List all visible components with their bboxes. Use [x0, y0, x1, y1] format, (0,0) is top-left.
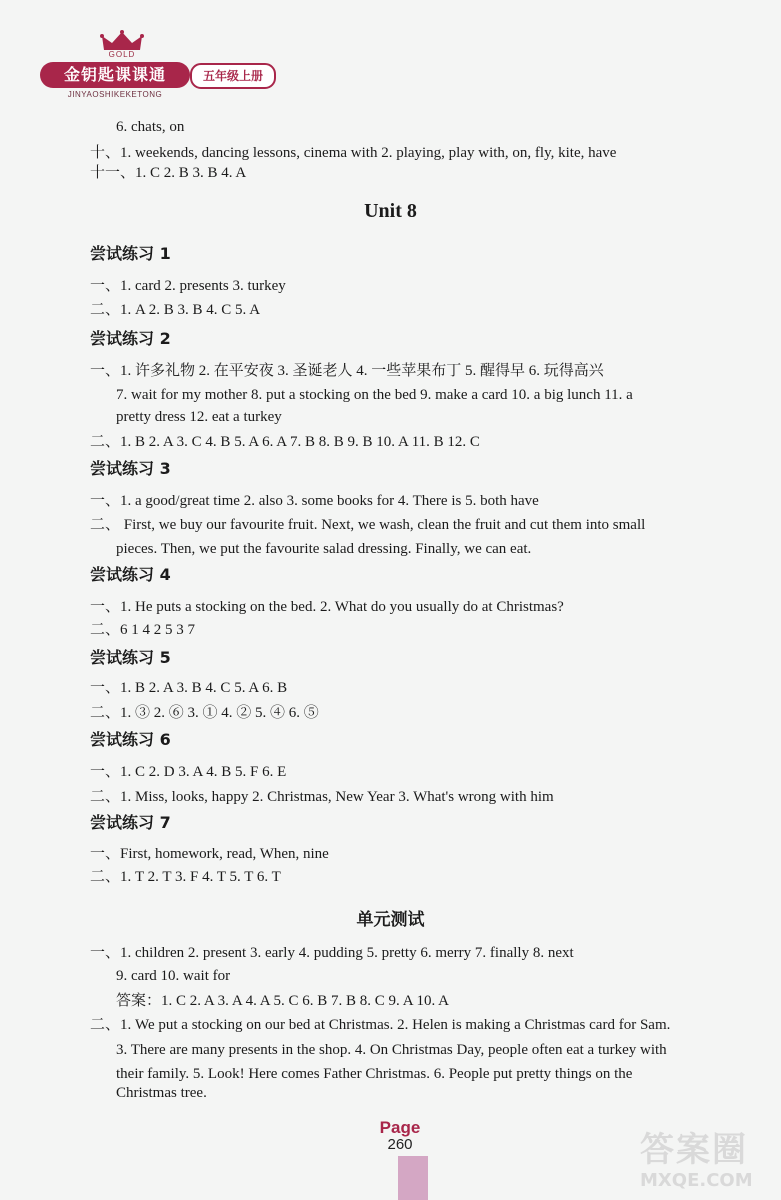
answer-line: 一、1. He puts a stocking on the bed. 2. What do you usually do at Christmas? [90, 599, 564, 615]
answer-line: 二、1. We put a stocking on our bed at Christmas. 2. Helen is making a Christmas card for Sam. [90, 1017, 671, 1033]
brand-pinyin: JINYAOSHIKEKETONG [67, 90, 163, 99]
publisher-logo [40, 30, 300, 100]
section-heading: 尝试练习 4 [90, 565, 171, 584]
answer-line: pieces. Then, we put the favourite salad dressing. Finally, we can eat. [116, 541, 532, 557]
answer-line: their family. 5. Look! Here comes Father Christmas. 6. People put pretty things on the [116, 1066, 633, 1082]
section-heading: 尝试练习 1 [90, 244, 171, 263]
section-heading: 尝试练习 5 [90, 648, 171, 667]
answer-line: 二、1. T 2. T 3. F 4. T 5. T 6. T [90, 869, 281, 885]
answer-line: 9. card 10. wait for [116, 968, 231, 984]
grade-badge: 五年级上册 [190, 63, 276, 89]
answer-line: 一、1. B 2. A 3. B 4. C 5. A 6. B [90, 680, 288, 696]
page-number: 260 [387, 1136, 413, 1153]
answer-line: 十一、1. C 2. B 3. B 4. A [90, 165, 247, 181]
unit-test-title: 单元测试 [356, 910, 425, 930]
answer-line: 7. wait for my mother 8. put a stocking on the bed 9. make a card 10. a big lunch 11. a [116, 387, 633, 403]
answer-line: 3. There are many presents in the shop. 4. On Christmas Day, people often eat a turkey with [116, 1042, 667, 1058]
page-tab-strip [398, 1156, 428, 1200]
answer-line: 一、1. C 2. D 3. A 4. B 5. F 6. E [90, 764, 287, 780]
answer-line: 二、 First, we buy our favourite fruit. Next, we wash, clean the fruit and cut them into small [90, 517, 646, 533]
site-watermark: 答案圈 MXQE.COM [640, 1130, 753, 1191]
brand-name: 金钥匙课课通 [40, 62, 190, 88]
answer-line: 6. chats, on [116, 119, 185, 135]
answer-line: 二、1. Miss, looks, happy 2. Christmas, New Year 3. What's wrong with him [90, 789, 554, 805]
gold-label: GOLD [108, 50, 136, 59]
section-heading: 尝试练习 2 [90, 329, 171, 348]
answer-line: 二、1. A 2. B 3. B 4. C 5. A [90, 302, 261, 318]
answer-line: 一、1. 许多礼物 2. 在平安夜 3. 圣诞老人 4. 一些苹果布丁 5. 醒得早 6. 玩得高兴 [90, 363, 604, 379]
answer-line: 答案：1. C 2. A 3. A 4. A 5. C 6. B 7. B 8. C 9. A 10. A [116, 993, 449, 1009]
answer-line: pretty dress 12. eat a turkey [116, 409, 282, 425]
answer-line: 二、6 1 4 2 5 3 7 [90, 622, 196, 638]
unit-title: Unit 8 [364, 200, 417, 222]
section-heading: 尝试练习 7 [90, 813, 171, 832]
answer-line: 十、1. weekends, dancing lessons, cinema with 2. playing, play with, on, fly, kite, have [90, 145, 617, 161]
answer-line: 一、1. a good/great time 2. also 3. some books for 4. There is 5. both have [90, 493, 539, 509]
answer-line: 二、1. ③ 2. ⑥ 3. ① 4. ② 5. ④ 6. ⑤ [90, 705, 319, 721]
crown-icon [100, 30, 144, 52]
section-heading: 尝试练习 3 [90, 459, 171, 478]
page-label: Page [379, 1118, 421, 1137]
section-heading: 尝试练习 6 [90, 730, 171, 749]
answer-line: Christmas tree. [116, 1085, 207, 1101]
answer-line: 一、1. card 2. presents 3. turkey [90, 278, 286, 294]
answer-line: 一、First, homework, read, When, nine [90, 846, 329, 862]
answer-line: 一、1. children 2. present 3. early 4. pudding 5. pretty 6. merry 7. finally 8. next [90, 945, 574, 961]
answer-line: 二、1. B 2. A 3. C 4. B 5. A 6. A 7. B 8. B 9. B 10. A 11. B 12. C [90, 434, 480, 450]
